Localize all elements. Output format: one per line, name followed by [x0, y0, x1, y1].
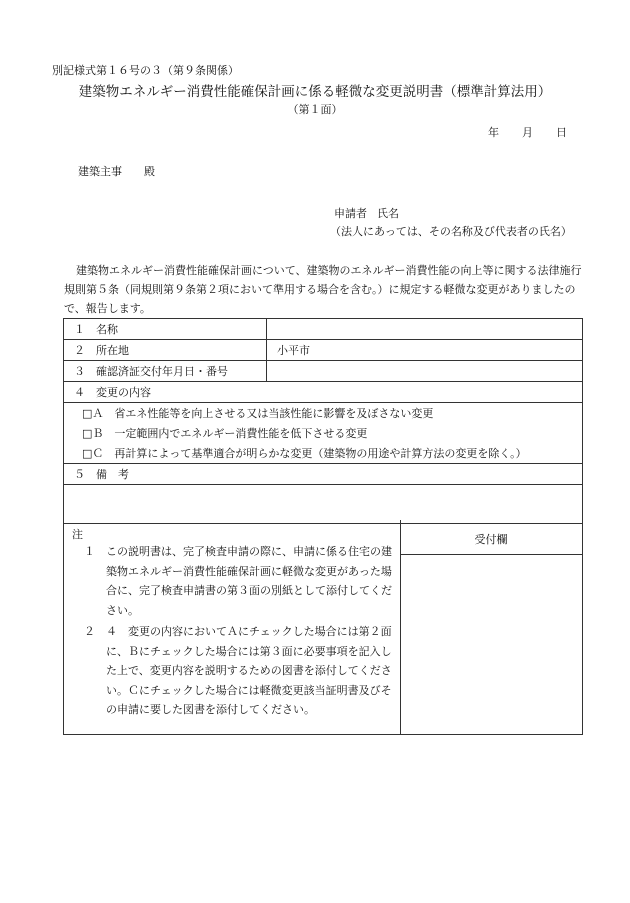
addressee-honorific: 殿 [144, 165, 155, 178]
date-month-label: 月 [522, 126, 533, 139]
field-certificate[interactable] [267, 361, 583, 382]
applicant-note: （法人にあっては、その名称及び代表者の氏名） [330, 225, 572, 238]
table-row [64, 443, 583, 464]
addressee-label: 建築主事 [78, 165, 122, 178]
form-number: 別記様式第１６号の３（第９条関係） [52, 64, 239, 77]
table-row [64, 485, 583, 524]
row-label-name: １ 名称 [64, 319, 267, 340]
addressee [78, 163, 155, 179]
intro-text: 建築物エネルギー消費性能確保計画について、建築物のエネルギー消費性能の向上等に関する法律施行規則第５条（同規則第９条第２項において準用する場合を含む。）に規定する軽微な変更がありましたので、報告します。 [64, 264, 582, 315]
form-table [63, 318, 583, 524]
reception-divider [400, 520, 401, 734]
note-number: １ [84, 545, 95, 558]
date-year-label: 年 [488, 126, 499, 139]
document-title: 建築物エネルギー消費性能確保計画に係る軽微な変更説明書（標準計算法用） [78, 84, 552, 100]
table-row [64, 382, 583, 403]
note-item [78, 542, 394, 620]
table-row [64, 464, 583, 485]
notes-heading: 注 [72, 528, 83, 541]
remarks-field[interactable] [64, 485, 583, 524]
checkbox-option-b[interactable]: □Ｂ 一定範囲内でエネルギー消費性能を低下させる変更 [64, 423, 583, 443]
page-face-label: （第１面） [287, 103, 343, 116]
remarks-label: ５ 備 考 [64, 464, 583, 485]
note-text: ４ 変更の内容においてＡにチェックした場合には第２面に、Ｂにチェックした場合には第３面に必要事項を記入した上で、変更内容を説明するための図書を添付してください。Ｃにチェックした場合には軽微変更該当証明書及びその申請に要した図書を添付してください。 [106, 625, 392, 716]
note-number: ２ [84, 625, 95, 638]
note-item [78, 622, 394, 720]
field-name[interactable] [267, 319, 583, 340]
date-day-label: 日 [556, 126, 567, 139]
row-label-certificate: ３ 確認済証交付年月日・番号 [64, 361, 267, 382]
reception-label: 受付欄 [474, 533, 508, 546]
table-row [64, 361, 583, 382]
field-location[interactable]: 小平市 [267, 340, 583, 361]
checkbox-option-a[interactable]: □Ａ 省エネ性能等を向上させる又は当該性能に影響を及ぼさない変更 [64, 403, 583, 424]
table-row [64, 423, 583, 443]
checkbox-option-c[interactable]: □Ｃ 再計算によって基準適合が明らかな変更（建築物の用途や計算方法の変更を除く。） [64, 443, 583, 464]
row-label-location: ２ 所在地 [64, 340, 267, 361]
note-text: この説明書は、完了検査申請の際に、申請に係る住宅の建築物エネルギー消費性能確保計画に軽微な変更があった場合に、完了検査申請書の第３面の別紙として添付してください。 [106, 545, 392, 617]
table-row [64, 319, 583, 340]
reception-header-line [400, 554, 582, 555]
applicant-line [334, 205, 399, 221]
change-section-label: ４ 変更の内容 [64, 382, 583, 403]
applicant-name-label: 氏名 [377, 207, 399, 220]
applicant-label: 申請者 [334, 207, 367, 220]
table-row [64, 340, 583, 361]
date-line [488, 124, 567, 140]
notes-and-reception [63, 520, 583, 735]
table-row [64, 403, 583, 424]
intro-paragraph [64, 261, 586, 318]
